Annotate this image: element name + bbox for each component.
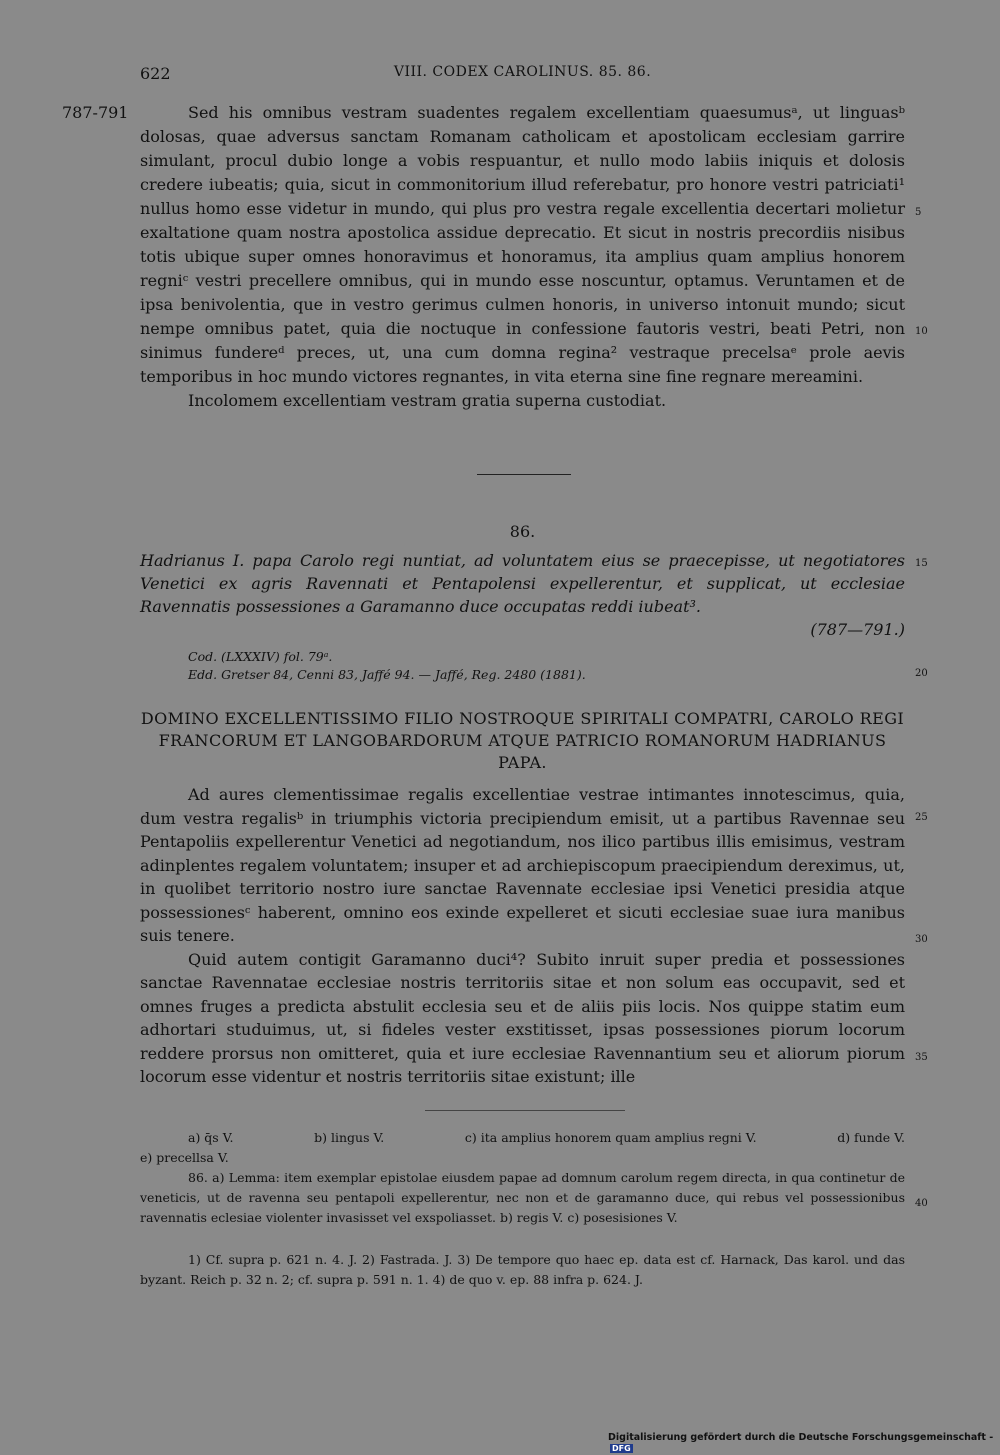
line-number: 10	[915, 326, 928, 337]
line-number: 20	[915, 668, 928, 679]
apparatus-row-85	[140, 1128, 905, 1148]
letter-date: (787—791.)	[810, 620, 905, 639]
page-number: 622	[140, 64, 171, 83]
digitization-credit	[608, 1432, 1000, 1454]
credit-text: Digitalisierung gefördert durch die Deutsche Forschungsgemeinschaft -	[608, 1432, 994, 1443]
letter-85-text	[140, 101, 905, 413]
apparatus-note: d) funde V.	[837, 1130, 905, 1145]
codex-reference: Cod. (LXXXIV) fol. 79ᵃ.	[188, 649, 333, 664]
line-number: 5	[915, 207, 922, 218]
apparatus-note: e) precellsa V.	[140, 1150, 229, 1165]
line-number: 35	[915, 1052, 928, 1063]
letter-address: DOMINO EXCELLENTISSIMO FILIO NOSTROQUE SPIRITALI COMPATRI, CAROLO REGI FRANCORUM ET LANGOBARDORUM ATQUE PATRICIO ROMANORUM HADRIANUS PAPA.	[140, 709, 905, 772]
apparatus-note: a) q̄s V.	[188, 1130, 234, 1145]
line-number: 25	[915, 812, 928, 823]
letter-85-paragraph: Sed his omnibus vestram suadentes regalem excellentiam quaesumusᵃ, ut linguasᵇ dolosas, quae adversus sanctam Romanam catholicam et apostolicam ecclesiam garrire simulant, procul dubio longe a vobis respuantur, et nullo modo labiis iniquis et dolosis credere iubeatis; quia, sicut in commonitorium illud referebatur, pro honore vestri patriciati¹ nullus homo esse videtur in mundo, qui plus pro vestra regale excellentia decertari molietur exaltatione quam nostra apostolica assidue deprecatio. Et sicut in nostris precordiis nisibus totis ubique super omnes honoravimus et honoramus, ita amplius quam amplius honorem regniᶜ vestri precellere omnibus, qui in mundo esse noscuntur, optamus. Veruntamen et de ipsa benivolentia, que in vestro gerimus culmen honoris, in universo intonuit mundo; sicut nempe omnibus patet, quia die noctuque in confessione fautoris vestri, beati Petri, non sinimus fundereᵈ preces, ut, una cum domna regina² vestraque precelsaᵉ prole aevis temporibus in hoc mundo victores regnantes, in vita eterna sine fine regnare mereamini.	[140, 103, 905, 386]
letter-number: 86.	[509, 522, 536, 541]
editions-reference: Edd. Gretser 84, Cenni 83, Jaffé 94. — Jaffé, Reg. 2480 (1881).	[188, 667, 586, 682]
apparatus-note: b) lingus V.	[314, 1130, 385, 1145]
page-header	[140, 64, 905, 86]
letter-86-paragraph: Ad aures clementissimae regalis excellentiae vestrae intimantes innotescimus, quia, dum vestra regalisᵇ in triumphis victoria precipiendum emisit, ut a partibus Ravennae seu Pentapoliis expellerentur Venetici ad negotiandum, nos ilico partibus illis emisimus, vestram adinplentes regalem voluntatem; insuper et ad archiepiscopum praecipiendum dereximus, ut, in quolibet territorio nostro iure sanctae Ravennate ecclesiae ipsi Venetici presidia atque possessionesᶜ haberent, omnino eos exinde expelleret et sicuti ecclesiae suae iura manibus suis tenere.	[140, 785, 905, 945]
margin-date: 787-791	[62, 103, 129, 122]
footnotes: 1) Cf. supra p. 621 n. 4. J. 2) Fastrada. J. 3) De tempore quo haec ep. data est cf. Harnack, Das karol. und das byzant. Reich p. 32 n. 2; cf. supra p. 591 n. 1. 4) de quo v. ep. 88 infra p. 624. J.	[140, 1252, 905, 1287]
section-divider	[477, 474, 571, 475]
critical-apparatus	[140, 1128, 905, 1228]
line-number: 40	[915, 1198, 928, 1209]
letter-summary	[140, 549, 905, 641]
apparatus-divider	[425, 1110, 625, 1111]
apparatus-note: c) ita amplius honorem quam amplius regni V.	[464, 1130, 757, 1145]
running-head: VIII. CODEX CAROLINUS. 85. 86.	[393, 64, 652, 80]
summary-text: Hadrianus I. papa Carolo regi nuntiat, ad voluntatem eius se praecepisse, ut negotiatores Venetici ex agris Ravennati et Pentapolensi expellerentur, et supplicat, ut ecclesiae Ravennatis possessiones a Garamanno duce occupatas reddi iubeat³.	[140, 551, 905, 616]
line-number: 30	[915, 934, 928, 945]
dfg-logo: DFG	[612, 1444, 631, 1453]
letter-86-paragraph: Quid autem contigit Garamanno duci⁴? Subito inruit super predia et possessiones sanctae Ravennatae ecclesiae nostris territoriis sitae et non solum eas occupavit, sed et omnes fruges a predicta abstulit ecclesia seu et de aliis piis locis. Nos quippe statim eum adhortari studuimus, ut, si fideles vester exstitisset, ipsas possessiones piorum locorum reddere prorsus non omitteret, quia et iure ecclesiae Ravennantium seu et aliorum piorum locorum esse videntur et nostris territoriis sitae existunt; ille	[140, 949, 905, 1086]
letter-85-closing: Incolomem excellentiam vestram gratia superna custodiat.	[188, 391, 667, 410]
letter-86-text	[140, 783, 905, 1089]
apparatus-note-86: 86. a) Lemma: item exemplar epistolae eiusdem papae ad domnum carolum regem directa, in qua continetur de veneticis, ut de ravenna seu pentapoli expellerentur, nec non et de garamanno duce, qui rebus vel possessionibus ravennatis eclesiae violenter invasisset vel exspoliasset. b) regis V. c) posesisiones V.	[140, 1170, 905, 1225]
line-number: 15	[915, 558, 928, 569]
